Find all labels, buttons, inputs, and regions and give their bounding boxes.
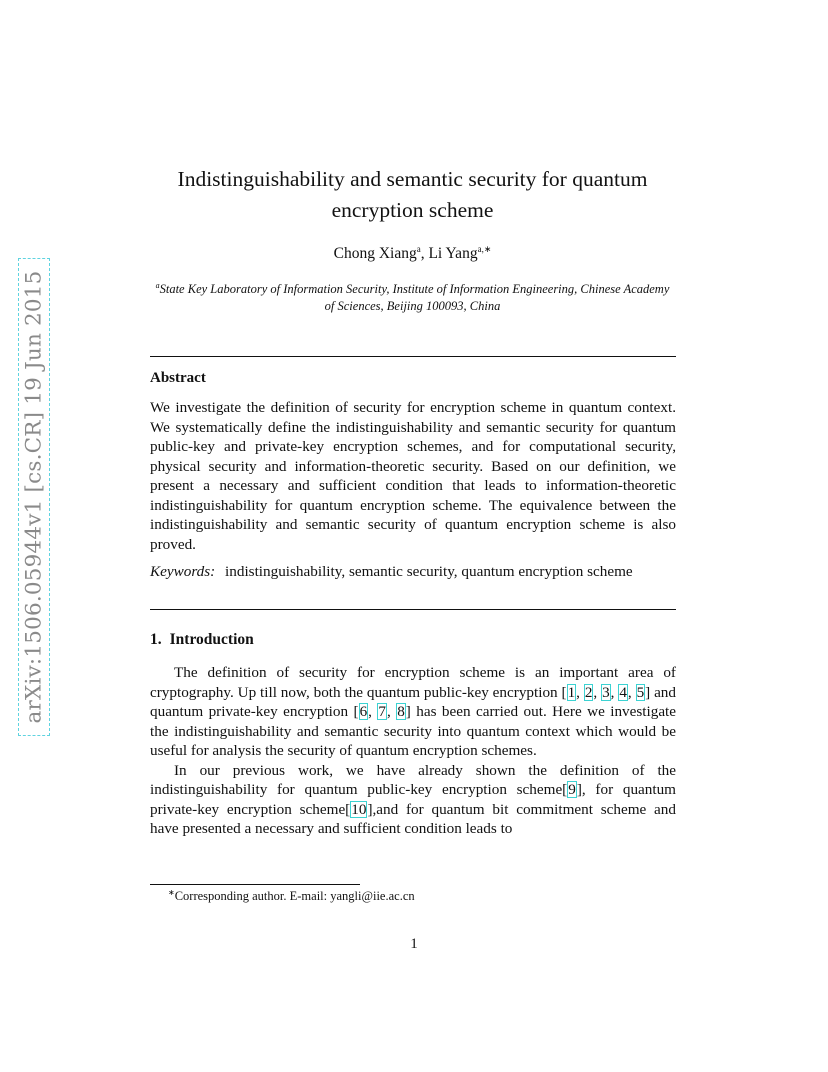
paragraph-text: The definition of security for encryption scheme is an important area of cryptography. Up till now, both the quantum public-key encryption [	[150, 664, 676, 701]
paragraph-text: ], for quantum private-key encryption scheme[	[150, 781, 676, 818]
section-heading	[150, 631, 254, 649]
paragraph-text: In our previous work, we have already shown the definition of the indistinguishability for quantum public-key encryption scheme[	[150, 761, 676, 798]
author-name: Chong Xiang	[333, 245, 417, 263]
citation-link[interactable]: 1	[567, 683, 576, 701]
citation-link[interactable]: 4	[619, 683, 627, 701]
citation-link[interactable]: 2	[584, 683, 593, 701]
keywords-text: indistinguishability, semantic security, quantum encryption scheme	[225, 563, 633, 580]
footnote	[150, 888, 415, 904]
footnote-marker: ∗	[168, 888, 175, 897]
keywords	[150, 562, 676, 582]
section-title: Introduction	[169, 631, 254, 648]
top-rule	[150, 356, 676, 357]
page-number: 1	[410, 936, 418, 952]
citation-link[interactable]: 6	[359, 703, 368, 720]
affiliation-text: State Key Laboratory of Information Security, Institute of Information Engineering, Chinese Academy of Sciences, Beijing 100093, China	[159, 282, 670, 314]
paragraph-text: ] and quantum private-key encryption [	[150, 683, 676, 720]
citation-link[interactable]: 9	[568, 781, 576, 798]
citation-link[interactable]: 10	[351, 800, 367, 818]
keywords-label: Keywords:	[150, 563, 216, 580]
arxiv-id: arXiv:1506.05944v1 [cs.CR] 19 Jun 2015	[21, 270, 47, 724]
intro-paragraph: The definition of security for encryption scheme is an important area of cryptography. Up till now, both the quantum public-key encryption [1, 2, 3, 4, 5] and quantum private-key encryption [6, 7, 8] has been carried out. Here we investigate the indistinguishability and semantic security into quantum context which would be useful for analysis the security of quantum encryption schemes.	[150, 664, 677, 759]
author-name: Li Yang	[428, 245, 478, 263]
author-separator: ,	[420, 245, 429, 263]
footnote-rule	[150, 884, 360, 885]
footnote-text: Corresponding author. E-mail: yangli@iie.ac.cn	[174, 889, 415, 904]
citation-link[interactable]: 8	[397, 703, 405, 720]
author-affil-marker: a	[416, 244, 421, 254]
abstract-heading: Abstract	[150, 370, 206, 386]
citation-link[interactable]: 5	[636, 683, 645, 701]
citation-link[interactable]: 3	[602, 683, 610, 701]
paper-title: Indistinguishability and semantic security for quantum encryption scheme	[177, 167, 648, 222]
affiliation	[150, 277, 675, 315]
paragraph-text: ] has been carried out. Here we investigate the indistinguishability and semantic security into quantum context which would be useful for analysis the security of quantum encryption schemes.	[150, 703, 677, 759]
author-affil-marker: a,∗	[477, 244, 492, 254]
affiliation-marker: a	[155, 281, 160, 290]
abstract-body: We investigate the definition of security for encryption scheme in quantum context. We systematically define the indistinguishability and semantic security for quantum public-key and private-key encryption schemes, and for computational security, physical security and information-theoretic security. Based on our definition, we present a necessary and sufficient condition that leads to information-theoretic indistinguishability for quantum encryption scheme. The equivalence between the indistinguishability and semantic security of quantum encryption scheme is also proved.	[150, 399, 676, 553]
intro-paragraph	[150, 761, 676, 839]
citation-link[interactable]: 7	[378, 703, 386, 720]
arxiv-sidebar-stamp	[18, 258, 50, 736]
intro-body	[150, 663, 676, 839]
paragraph-text: ],and for quantum bit commitment scheme and have presented a necessary and sufficient condition leads to	[150, 800, 676, 837]
bottom-rule	[150, 609, 676, 610]
author-line	[150, 244, 675, 263]
section-number: 1.	[150, 631, 162, 648]
